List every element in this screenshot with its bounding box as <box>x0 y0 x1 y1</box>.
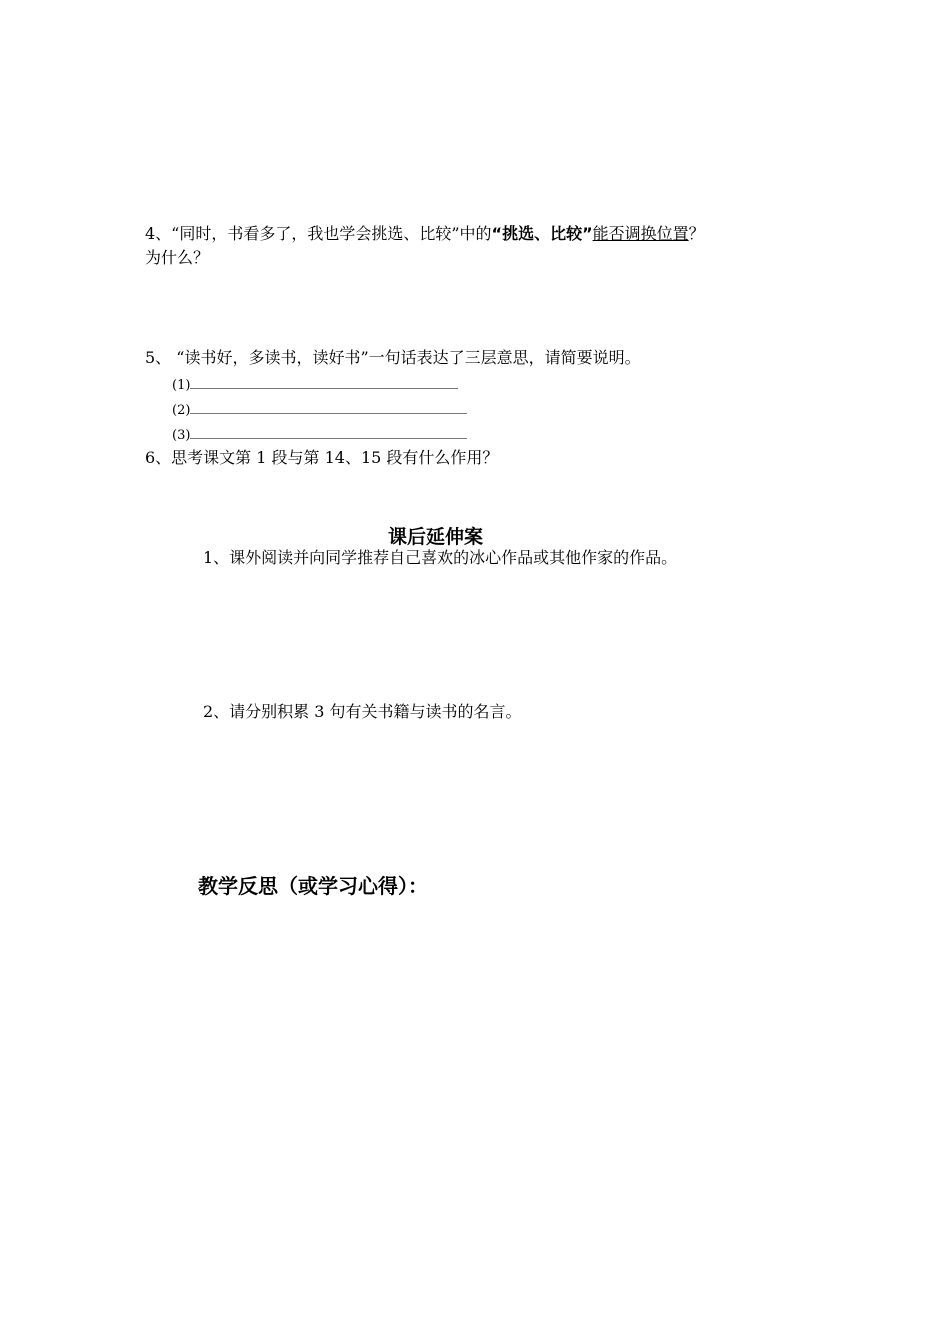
question-4-line-2: 为什么？ <box>145 248 210 267</box>
blank-label: (1) <box>172 378 191 393</box>
answer-line[interactable] <box>190 400 467 414</box>
question-5-blank-1 <box>172 375 458 394</box>
answer-line[interactable] <box>190 425 467 439</box>
question-5-text: 5、 “读书好，多读书，读好书”一句话表达了三层意思，请简要说明。 <box>145 348 641 367</box>
question-4-prefix: 4、“同时，书看多了，我也学会挑选、比较”中的 <box>145 224 492 243</box>
blank-label: (3) <box>172 428 191 443</box>
question-4-line-1 <box>145 224 705 244</box>
reflection-title: 教学反思（或学习心得）： <box>198 874 428 898</box>
question-5-blank-2 <box>172 400 467 419</box>
question-5-blank-3 <box>172 425 467 444</box>
extension-item-1: 1、课外阅读并向同学推荐自己喜欢的冰心作品或其他作家的作品。 <box>203 548 678 567</box>
blank-label: (2) <box>172 403 191 418</box>
extension-section-title: 课后延伸案 <box>388 526 484 548</box>
question-4-suffix: ？ <box>688 224 705 243</box>
question-4-bold-phrase: “挑选、比较” <box>491 224 593 243</box>
extension-item-2: 2、请分别积累 3 句有关书籍与读书的名言。 <box>203 702 522 721</box>
answer-line[interactable] <box>190 375 458 389</box>
question-4-underlined-phrase: 能否调换位置 <box>592 224 689 243</box>
question-6-text: 6、思考课文第 1 段与第 14、15 段有什么作用？ <box>145 448 499 467</box>
